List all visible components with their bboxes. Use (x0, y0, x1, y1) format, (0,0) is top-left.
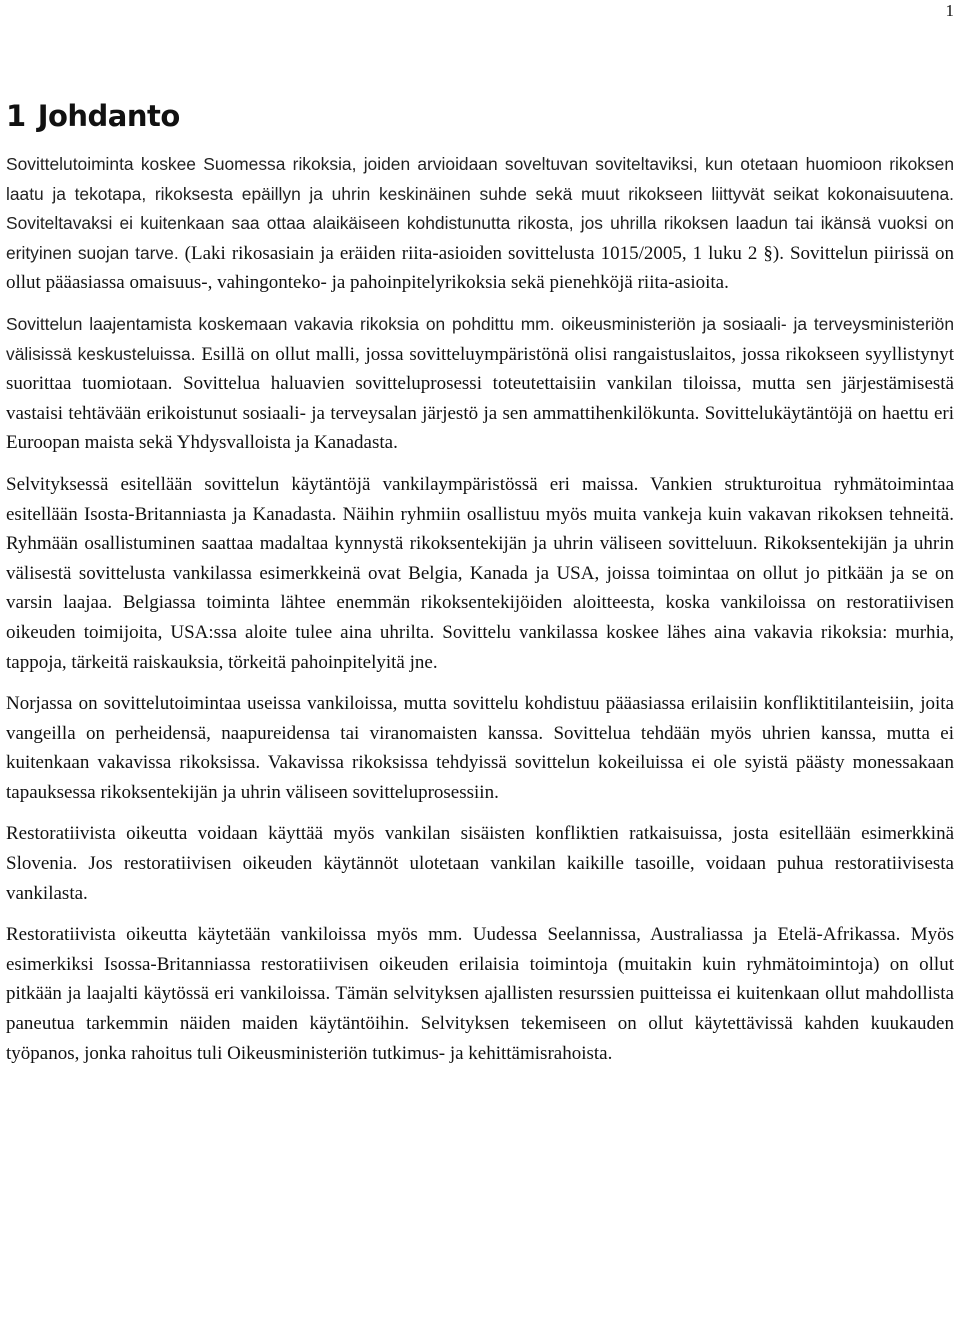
paragraph-1-text: (Laki rikosasiain ja eräiden riita-asioiden sovittelusta 1015/2005, 1 luku 2 §). Sovittelun piirissä on ollut pääasiassa omaisuus-, vahingonteko- ja pahoinpitelyrikoksia sekä pienehköjä riita-asioita. (6, 242, 954, 294)
section-heading (6, 96, 180, 136)
paragraph-3-text: Selvityksessä esitellään sovittelun käytäntöjä vankilaympäristössä eri maissa. Vankien strukturoitua ryhmätoimintaa esitellään Isosta-Britanniasta ja Kanadasta. Näihin ryhmiin osallistuu myös muita vankeja kuin vakavan rikoksen tehneitä. Ryhmään osallistuminen saattaa madaltaa kynnystä rikoksentekijän ja uhrin väliseen sovitteluun. Rikoksentekijän ja uhrin välisestä sovittelusta vankilassa esimerkkeinä ovat Belgia, Kanada ja USA, joissa toimintaa on ollut jo pitkään ja se on varsin laajaa. Belgiassa toiminta lähtee enemmän rikoksentekijöiden aloitteesta, koska vankiloissa on restoratiivisen oikeuden toimijoita, USA:ssa aloite tulee aina uhrilta. Sovittelu vankilassa koskee lähes aina vakavia rikoksia: murhia, tappoja, tärkeitä raiskauksia, törkeitä pahoinpitelyitä jne. (6, 473, 954, 673)
paragraph-2 (6, 310, 954, 458)
paragraph-4 (6, 689, 954, 807)
paragraph-3 (6, 470, 954, 677)
paragraph-4-text: Norjassa on sovittelutoimintaa useissa vankiloissa, mutta sovittelu kohdistuu pääasiassa erilaisiin konfliktitilanteisiin, joita vangeilla on perheidensä, naapureidensa tai viranomaisten kanssa. Sovittelua tehdään myös uhrien kanssa, mutta ei kuitenkaan vakavissa rikoksissa. Vakavissa rikoksissa tehdyissä sovittelun kokeiluissa ei ole syistä päästy monessakaan tapauksessa rikoksentekijän ja uhrin väliseen sovitteluprosessiin. (6, 693, 954, 803)
page-number: 1 (945, 1, 954, 20)
paragraph-5-text: Restoratiivista oikeutta voidaan käyttää myös vankilan sisäisten konfliktien ratkaisuissa, josta esitellään esimerkkinä Slovenia. Jos restoratiivisen oikeuden käytännöt ulotetaan vankilan kaikille tasoille, voidaan puhua restoratiivisesta vankilasta. (6, 823, 954, 904)
section-number: 1 (6, 99, 26, 133)
paragraph-2-text: Esillä on ollut malli, jossa sovitteluympäristönä olisi rangaistuslaitos, jossa rikokseen syyllistynyt suorittaa tuomiotaan. Sovittelua haluavien sovitteluprosessi toteutettaisiin vankilan tiloissa, mutta sen järjestämisestä vastaisi tehtävään erikoistunut sosiaali- ja terveysalan järjestö ja sen ammattihenkilökunta. Sovittelukäytäntöjä on haettu eri Euroopan maista sekä Yhdysvalloista ja Kanadasta. (6, 343, 954, 454)
paragraph-1 (6, 150, 954, 298)
paragraph-6-text: Restoratiivista oikeutta käytetään vankiloissa myös mm. Uudessa Seelannissa, Australiassa ja Etelä-Afrikassa. Myös esimerkiksi Isossa-Britanniassa restoratiivisen oikeuden erilaisia toimintoja (muitakin kuin ryhmätoimintoja) on ollut pitkään ja laajalti käytössä eri vankiloissa. Tämän selvityksen ajallisten resurssien puitteissa ei kuitenkaan ollut mahdollista paneutua tarkemmin näiden maiden käytäntöihin. Selvityksen tekemiseen on ollut käytettävissä kahden kuukauden työpanos, jonka rahoitus tuli Oikeusministeriön tutkimus- ja kehittämisrahoista. (6, 924, 954, 1064)
paragraph-2-lead: Sovittelun laajentamista koskemaan vakavia rikoksia on pohdittu mm. oikeusministeriön ja sosiaali- ja terveysministeriön välisissä keskusteluissa. (6, 313, 954, 364)
paragraph-6 (6, 920, 954, 1068)
section-title: Johdanto (37, 99, 180, 133)
paragraph-5 (6, 819, 954, 908)
paragraph-1-lead: Sovittelutoiminta koskee Suomessa rikoksia, joiden arvioidaan soveltuvan soviteltaviksi, kun otetaan huomioon rikoksen laatu ja tekotapa, rikoksesta epäillyn ja uhrin keskinäinen suhde sekä muut rikokseen liittyvät seikat kokonaisuutena. Soviteltavaksi ei kuitenkaan saa ottaa alaikäiseen kohdistunutta rikosta, jos uhrilla rikoksen laadun tai ikänsä vuoksi on erityinen suojan tarve. (6, 154, 954, 263)
document-body (6, 150, 954, 1068)
